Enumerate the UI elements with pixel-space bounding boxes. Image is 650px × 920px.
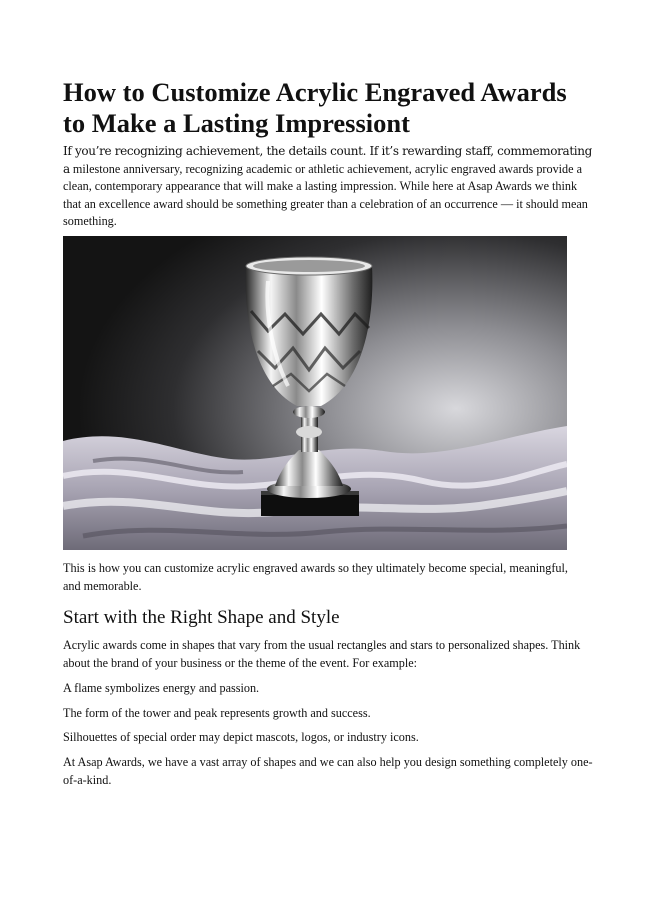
image-caption: This is how you can customize acrylic engraved awards so they ultimately become special, meaningful, and memorable. [63,561,568,593]
section-intro: Acrylic awards come in shapes that vary from the usual rectangles and stars to personalized shapes. Think about the brand of your business or the theme of the event. For example: [63,638,581,670]
example-item: Silhouettes of special order may depict mascots, logos, or industry icons. [63,730,419,744]
example-item: The form of the tower and peak represents growth and success. [63,706,371,720]
example-item: A flame symbolizes energy and passion. [63,681,260,695]
title-line-2: to Make a Lasting Impressiont [63,108,410,138]
intro-rest: milestone anniversary, recognizing academic or athletic achievement, acrylic engraved awards provide a clean, contemporary appearance that will make a lasting impression. While here at Asap Awards we think that an excellence award should be something greater than a celebration of an occurrence — it should mean something. [63,161,588,229]
trophy-illustration [63,236,567,550]
trophy-photo [63,236,567,550]
closing-paragraph: At Asap Awards, we have a vast array of shapes and we can also help you design something completely one-of-a-kind. [63,755,593,787]
intro-lead: If you’re recognizing achievement, the details count. If it’s rewarding staff, commemorating a [63,144,593,176]
article-title [63,77,603,139]
intro-paragraph [63,143,593,231]
section-heading: Start with the Right Shape and Style [63,607,340,628]
title-line-1: How to Customize Acrylic Engraved Awards [63,77,567,107]
